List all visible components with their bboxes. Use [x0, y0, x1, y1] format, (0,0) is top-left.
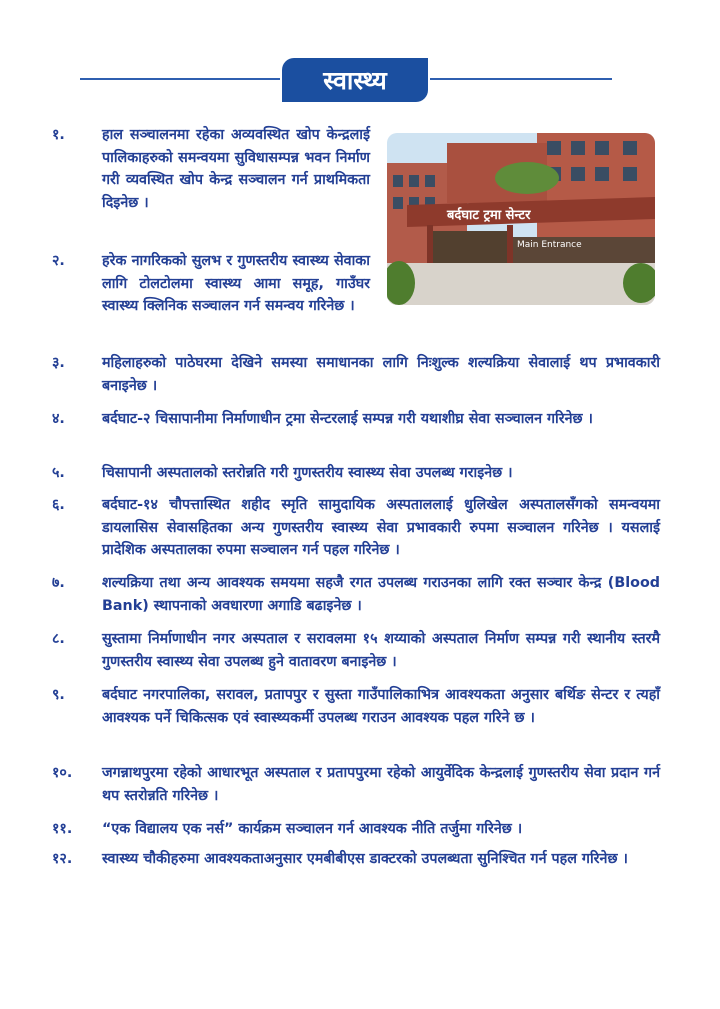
- item-number: ८.: [52, 631, 65, 647]
- list-item: [52, 124, 370, 236]
- list-item: [52, 462, 660, 485]
- item-text: शल्यक्रिया तथा अन्य आवश्यक समयमा सहजै रगत उपलब्ध गराउनका लागि रक्त सञ्चार केन्द्र (Blood Bank) स्थापनाको अवधारणा अगाडि बढाइनेछ ।: [102, 575, 661, 614]
- item-text: जगन्नाथपुरमा रहेको आधारभूत अस्पताल र प्रतापपुरमा रहेको आयुर्वेदिक केन्द्रलाई गुणस्तरीय सेवा प्रदान गर्न थप स्तरोन्नति गरिनेछ ।: [102, 765, 660, 804]
- item-number: ९.: [52, 687, 65, 703]
- trauma-center-photo: [387, 133, 655, 305]
- list-item: [52, 628, 660, 674]
- item-number: ११.: [52, 821, 73, 837]
- header-rule-left: [80, 78, 280, 80]
- item-text: हरेक नागरिकको सुलभ र गुणस्तरीय स्वास्थ्य सेवाका लागि टोलटोलमा स्वास्थ्य आमा समूह, गाउँघर स्वास्थ्य क्लिनिक सञ्चालन गर्न समन्वय गरिनेछ ।: [102, 253, 370, 314]
- header-rule-right: [430, 78, 612, 80]
- list-item: [52, 572, 660, 618]
- trauma-center-sign: बर्दघाट ट्रमा सेन्टर: [447, 208, 531, 223]
- item-text: स्वास्थ्य चौकीहरुमा आवश्यकताअनुसार एमबीबीएस डाक्टरको उपलब्धता सुनिश्चित गर्न पहल गरिनेछ ।: [102, 851, 628, 867]
- list-item: [52, 848, 660, 894]
- page-title: स्वास्थ्य: [282, 58, 428, 102]
- item-number: ३.: [52, 355, 65, 371]
- main-entrance-sign: Main Entrance: [517, 240, 582, 250]
- item-text: हाल सञ्चालनमा रहेका अव्यवस्थित खोप केन्द्रलाई पालिकाहरुको समन्वयमा सुविधासम्पन्न भवन निर्माण गरी व्यवस्थित खोप केन्द्र सञ्चालन गर्न प्राथमिकता दिइनेछ ।: [102, 127, 370, 211]
- item-number: १२.: [52, 851, 73, 867]
- item-number: २.: [52, 253, 65, 269]
- list-item: [52, 494, 660, 562]
- list-item: [52, 352, 660, 398]
- item-text: बर्दघाट-१४ चौपत्तास्थित शहीद स्मृति सामुदायिक अस्पताललाई धुलिखेल अस्पतालसँगको समन्वयमा डायलासिस सेवासहितका अन्य गुणस्तरीय स्वास्थ्य सेवा प्रभावकारी रुपमा सञ्चालन गरिनेछ । यसलाई प्रादेशिक अस्पतालका रुपमा सञ्चालन गर्न पहल गरिनेछ ।: [102, 497, 660, 558]
- item-number: १.: [52, 127, 65, 143]
- item-number: १०.: [52, 765, 73, 781]
- item-text: महिलाहरुको पाठेघरमा देखिने समस्या समाधानका लागि निःशुल्क शल्यक्रिया सेवालाई थप प्रभावकारी बनाइनेछ ।: [102, 355, 660, 394]
- item-number: ५.: [52, 465, 65, 481]
- item-text: चिसापानी अस्पतालको स्तरोन्नति गरी गुणस्तरीय स्वास्थ्य सेवा उपलब्ध गराइनेछ ।: [102, 465, 513, 481]
- item-number: ७.: [52, 575, 65, 591]
- item-number: ६.: [52, 497, 65, 513]
- list-item: [52, 408, 660, 454]
- list-item: [52, 250, 370, 340]
- item-number: ४.: [52, 411, 65, 427]
- item-text: “एक विद्यालय एक नर्स” कार्यक्रम सञ्चालन गर्न आवश्यक नीति तर्जुमा गरिनेछ ।: [102, 821, 523, 837]
- list-item: [52, 684, 660, 752]
- item-text: सुस्तामा निर्माणाधीन नगर अस्पताल र सरावलमा १५ शय्याको अस्पताल निर्माण सम्पन्न गरी स्थानीय स्तरमै गुणस्तरीय स्वास्थ्य सेवा उपलब्ध हुने वातावरण बनाइनेछ ।: [102, 631, 660, 670]
- list-item: [52, 762, 660, 808]
- item-text: बर्दघाट नगरपालिका, सरावल, प्रतापपुर र सुस्ता गाउँपालिकाभित्र आवश्यकता अनुसार बर्थिङ सेन्टर र त्यहाँ आवश्यक पर्ने चिकित्सक एवं स्वास्थ्यकर्मी उपलब्ध गराउन आवश्यक पहल गरिने छ ।: [102, 687, 660, 726]
- item-text: बर्दघाट-२ चिसापानीमा निर्माणाधीन ट्रमा सेन्टरलाई सम्पन्न गरी यथाशीघ्र सेवा सञ्चालन गरिनेछ ।: [102, 411, 593, 427]
- list-item: [52, 818, 660, 841]
